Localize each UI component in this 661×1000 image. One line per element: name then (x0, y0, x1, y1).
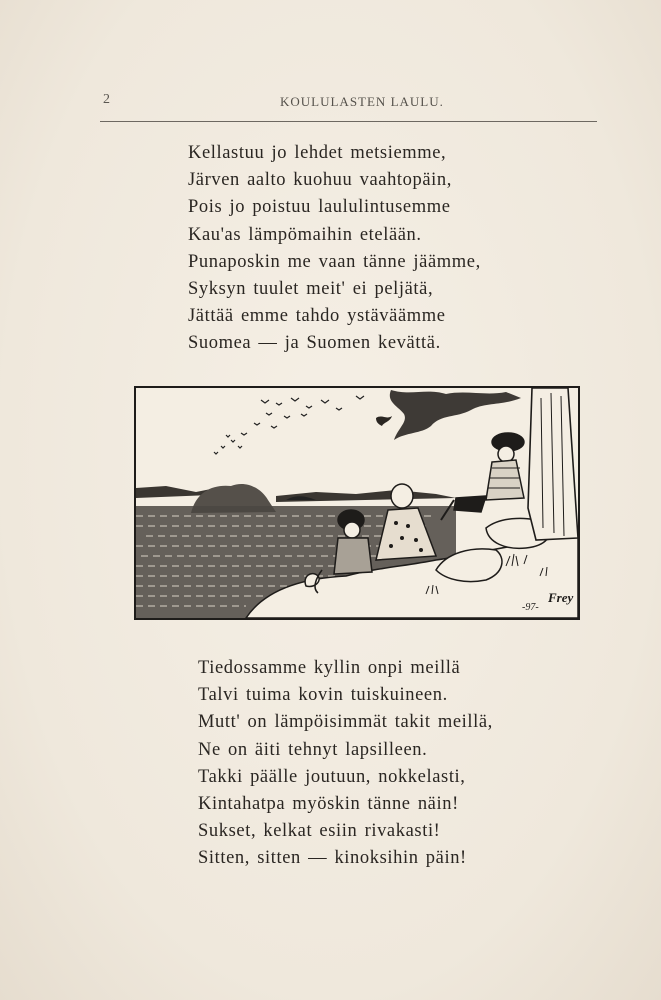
verse-line: Pois jo poistuu laululintusemme (188, 197, 451, 218)
artist-year-mark: -97- (522, 602, 539, 613)
page-header (0, 92, 661, 112)
page-number: 2 (103, 92, 110, 107)
verse-line: Sukset, kelkat esiin rivakasti! (198, 821, 441, 842)
tree-foliage (376, 390, 521, 440)
artist-signature: Frey (548, 590, 574, 605)
verse-line: Tiedossamme kyllin onpi meillä (198, 658, 461, 678)
verse-line: Takki päälle joutuun, nokkelasti, (198, 766, 466, 787)
verse-line: Suomea — ja Suomen kevättä. (188, 333, 441, 354)
running-title: KOULULASTEN LAULU. (280, 94, 444, 109)
verse-line: Ne on äiti tehnyt lapsilleen. (198, 739, 428, 760)
verse-line: Jättää emme tahdo ystäväämme (188, 306, 446, 327)
verse-line: Kau'as lämpömaihin etelään. (188, 224, 422, 245)
header-rule (100, 121, 597, 122)
tree-trunk (528, 388, 578, 540)
stanza-1 (188, 140, 481, 358)
verse-line: Kellastuu jo lehdet metsiemme, (188, 143, 447, 163)
verse-line: Kintahatpa myöskin tänne näin! (198, 793, 459, 814)
verse-line: Mutt' on lämpöisimmät takit meillä, (198, 712, 493, 733)
verse-line: Punaposkin me vaan tänne jäämme, (188, 251, 481, 272)
illustration-drawing (136, 388, 578, 618)
verse-line: Sitten, sitten — kinoksihin päin! (198, 848, 467, 869)
verse-line: Järven aalto kuohuu vaahtopäin, (188, 170, 452, 191)
illustration-lakeside-children (134, 386, 580, 620)
verse-line: Talvi tuima kovin tuiskuineen. (198, 685, 448, 706)
stanza-2 (198, 655, 493, 873)
flying-birds (214, 396, 364, 454)
verse-line: Syksyn tuulet meit' ei peljätä, (188, 278, 434, 299)
